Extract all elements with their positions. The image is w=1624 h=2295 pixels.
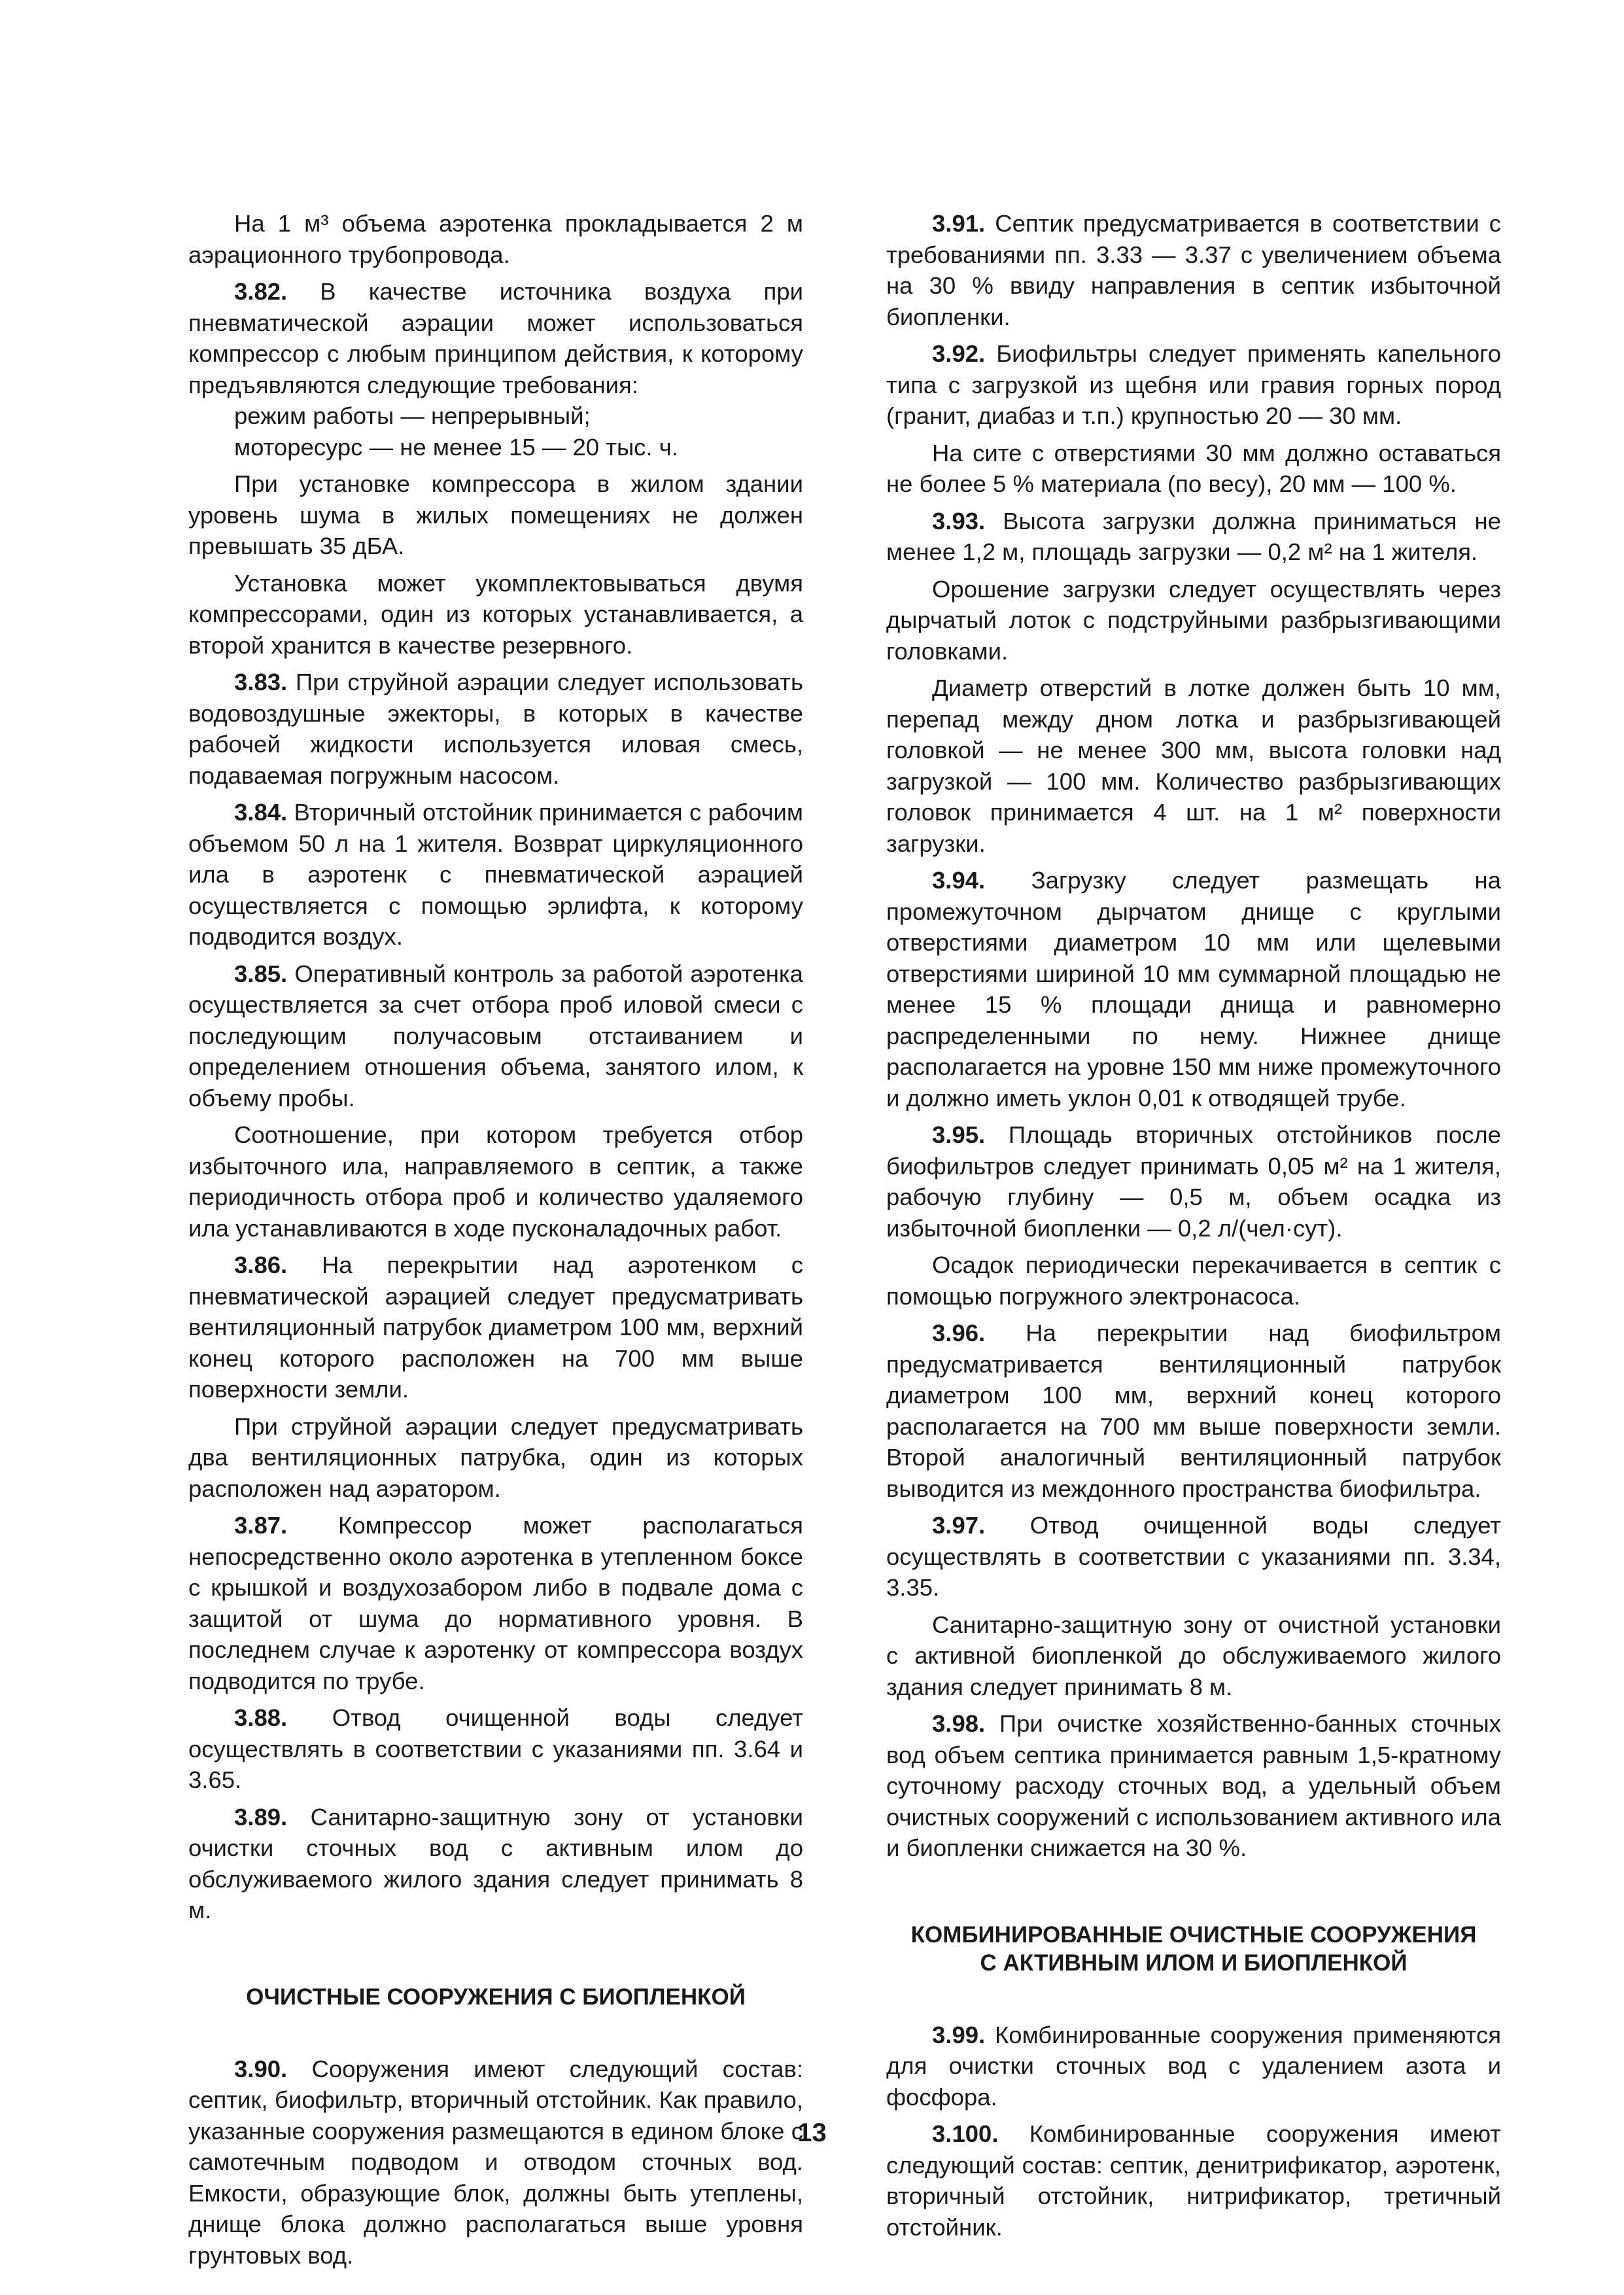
paragraph — [886, 338, 1501, 432]
paragraph — [886, 865, 1501, 1113]
clause-number: 3.97. — [932, 1512, 986, 1539]
paragraph-text: Санитарно-защитную зону от установки очистки сточных вод с активным илом до обслуживаемого жилого здания следует принимать 8 м. — [188, 1803, 803, 1923]
paragraph: При установке компрессора в жилом здании уровень шума в жилых помещениях не должен превышать 35 дБА. — [188, 470, 803, 559]
paragraph-text: Отвод очищенной воды следует осуществлять в соответствии с указаниями пп. 3.64 и 3.65. — [188, 1704, 803, 1793]
paragraph — [886, 1318, 1501, 1504]
paragraph-text: Комбинированные сооружения применяются для очистки сточных вод с удалением азота и фосфора. — [886, 2021, 1501, 2111]
section-heading: ОЧИСТНЫЕ СООРУЖЕНИЯ С БИОПЛЕНКОЙ — [246, 1984, 746, 2010]
clause-number: 3.84. — [234, 799, 288, 826]
paragraph — [886, 2020, 1501, 2113]
paragraph: При струйной аэрации следует предусматривать два вентиляционных патрубка, один из которых расположен над аэратором. — [188, 1412, 803, 1502]
spacer — [188, 1932, 803, 1983]
paragraph-text: Биофильтры следует применять капельного типа с загрузкой из щебня или гравия горных пород (гранит, диабаз и т.п.) крупностью 20 — 30 мм. — [886, 340, 1501, 429]
paragraph-text: В качестве источника воздуха при пневматической аэрации может использоваться компрессор с любым принципом действия, к которому предъявляются следующие требования: — [188, 278, 803, 398]
paragraph-text: Септик предусматривается в соответствии с требованиями пп. 3.33 — 3.37 с увеличением объема на 30 % ввиду направления в септик избыточной биопленки. — [886, 210, 1501, 330]
clause-number: 3.88. — [234, 1704, 288, 1731]
clause-number: 3.95. — [932, 1121, 986, 1148]
clause-number: 3.83. — [234, 669, 288, 695]
paragraph: На сите с отверстиями 30 мм должно оставаться не более 5 % материала (по весу), 20 мм — 100 %. — [886, 439, 1501, 497]
paragraph-line: моторесурс — не менее 15 — 20 тыс. ч. — [234, 433, 678, 461]
paragraph: Соотношение, при котором требуется отбор избыточного ила, направляемого в септик, а также периодичность отбора проб и количество удаляемого ила устанавливаются в ходе пусконаладочных работ. — [188, 1121, 803, 1242]
paragraph — [188, 797, 803, 953]
paragraph-text: При очистке хозяйственно-банных сточных вод объем септика принимается равным 1,5-кратному суточному расходу сточных вод, а удельный объем очистных сооружений с использованием активного ила и биопленки снижается на 30 %. — [886, 1710, 1501, 1861]
clause-number: 3.93. — [932, 507, 986, 534]
paragraph — [188, 1802, 803, 1926]
clause-number: 3.96. — [932, 1320, 986, 1346]
paragraph-text: На 1 м³ объема аэротенка прокладывается 2 м аэрационного трубопровода. — [188, 210, 803, 268]
spacer — [886, 1983, 1501, 2020]
section-heading-line: С АКТИВНЫМ ИЛОМ И БИОПЛЕНКОЙ — [980, 1950, 1408, 1976]
clause-number: 3.92. — [932, 340, 986, 367]
paragraph — [188, 1250, 803, 1405]
paragraph — [886, 1708, 1501, 1864]
paragraph-text: Высота загрузки должна приниматься не менее 1,2 м, площадь загрузки — 0,2 м² на 1 жителя. — [886, 507, 1501, 565]
paragraph — [188, 958, 803, 1114]
paragraph: Установка может укомплектовываться двумя компрессорами, один из которых устанавливается, а второй хранится в качестве резервного. — [188, 569, 803, 659]
section-heading-line: КОМБИНИРОВАННЫЕ ОЧИСТНЫЕ СООРУЖЕНИЯ — [910, 1921, 1477, 1948]
paragraph: Диаметр отверстий в лотке должен быть 10 мм, перепад между дном лотка и разбрызгивающей головкой — не менее 300 мм, высота головки над загрузкой — 100 мм. Количество разбрызгивающих головок принимается 4 шт. на 1 м² поверхности загрузки. — [886, 674, 1501, 857]
paragraph-text: При струйной аэрации следует использовать водовоздушные эжекторы, в которых в качестве рабочей жидкости используется иловая смесь, подаваемая погружным насосом. — [188, 669, 803, 789]
clause-number: 3.91. — [932, 210, 986, 237]
paragraph — [188, 1702, 803, 1796]
paragraph — [886, 1119, 1501, 1244]
spacer — [886, 1870, 1501, 1921]
paragraph-text: Отвод очищенной воды следует осуществлять в соответствии с указаниями пп. 3.34, 3.35. — [886, 1512, 1501, 1601]
paragraph-line: режим работы — непрерывный; — [234, 402, 591, 429]
page-number: 13 — [797, 2118, 827, 2147]
clause-number: 3.99. — [932, 2021, 986, 2048]
clause-number: 3.100. — [932, 2120, 999, 2147]
paragraph-text: Вторичный отстойник принимается с рабочим объемом 50 л на 1 жителя. Возврат циркуляционного ила в аэротенк с пневматической аэрацией осуществляется с помощью эрлифта, к которому подводится воздух. — [188, 799, 803, 950]
paragraph-text: На перекрытии над биофильтром предусматривается вентиляционный патрубок диаметром 100 мм, верхний конец которого располагается на 700 мм выше поверхности земли. Второй аналогичный вентиляционный патрубок выводится из междонного пространства биофильтра. — [886, 1320, 1501, 1502]
paragraph — [188, 1510, 803, 1696]
paragraph-text: На перекрытии над аэротенком с пневматической аэрацией следует предусматривать вентиляционный патрубок диаметром 100 мм, верхний конец которого расположен на 700 мм выше поверхности земли. — [188, 1252, 803, 1403]
clause-number: 3.82. — [234, 278, 288, 305]
paragraph — [188, 208, 803, 270]
paragraph — [188, 667, 803, 791]
paragraph-text: Площадь вторичных отстойников после биофильтров следует принимать 0,05 м² на 1 жителя, рабочую глубину — 0,5 м, объем осадка из избыточной биопленки — 0,2 л/(чел·сут). — [886, 1121, 1501, 1242]
clause-number: 3.85. — [234, 960, 288, 987]
spacer — [188, 2017, 803, 2054]
paragraph — [886, 506, 1501, 568]
paragraph-text: Компрессор может располагаться непосредственно около аэротенка в утепленном боксе с крышкой и воздухозабором либо в подвале дома с защитой от шума до нормативного уровня. В последнем случае к аэротенку от компрессора воздух подводится по трубе. — [188, 1512, 803, 1694]
clause-number: 3.89. — [234, 1803, 288, 1831]
paragraph — [886, 1510, 1501, 1603]
clause-number: 3.94. — [932, 867, 986, 894]
paragraph — [886, 208, 1501, 332]
clause-number: 3.90. — [234, 2055, 288, 2082]
paragraph: Осадок периодически перекачивается в септик с помощью погружного электронасоса. — [886, 1252, 1501, 1310]
section-heading — [886, 1921, 1501, 1977]
paragraph — [188, 276, 803, 400]
paragraph-text: Сооружения имеют следующий состав: септик, биофильтр, вторичный отстойник. Как правило, указанные сооружения размещаются в едином блоке с самотечным подводом и отводом сточных вод. Емкости, образующие блок, должны быть утеплены, днище блока должно располагаться выше уровня грунтовых вод. — [188, 2055, 803, 2269]
left-column — [188, 208, 803, 2277]
paragraph-text: Оперативный контроль за работой аэротенка осуществляется за счет отбора проб иловой смеси с последующим получасовым отстаиванием и определением отношения объема, занятого илом, к объему пробы. — [188, 960, 803, 1112]
paragraph — [188, 2054, 803, 2271]
right-column — [886, 208, 1501, 2249]
paragraph-text: Комбинированные сооружения имеют следующий состав: септик, денитрификатор, аэротенк, вторичный отстойник, нитрификатор, третичный отстойник. — [886, 2120, 1501, 2241]
paragraph: Санитарно-защитную зону от очистной установки с активной биопленкой до обслуживаемого жилого здания следует принимать 8 м. — [886, 1611, 1501, 1700]
paragraph: Орошение загрузки следует осуществлять через дырчатый лоток с подструйными разбрызгивающими головками. — [886, 575, 1501, 665]
clause-number: 3.87. — [234, 1512, 288, 1539]
clause-number: 3.98. — [932, 1710, 986, 1737]
clause-number: 3.86. — [234, 1252, 288, 1278]
paragraph-text: Загрузку следует размещать на промежуточном дырчатом днище с круглыми отверстиями диаметром 10 мм или щелевыми отверстиями шириной 10 мм суммарной площадью не менее 15 % площади днища и равномерно распределенными по нему. Нижнее днище располагается на уровне 150 мм ниже промежуточного и должно иметь уклон 0,01 к отводящей трубе. — [886, 867, 1501, 1112]
